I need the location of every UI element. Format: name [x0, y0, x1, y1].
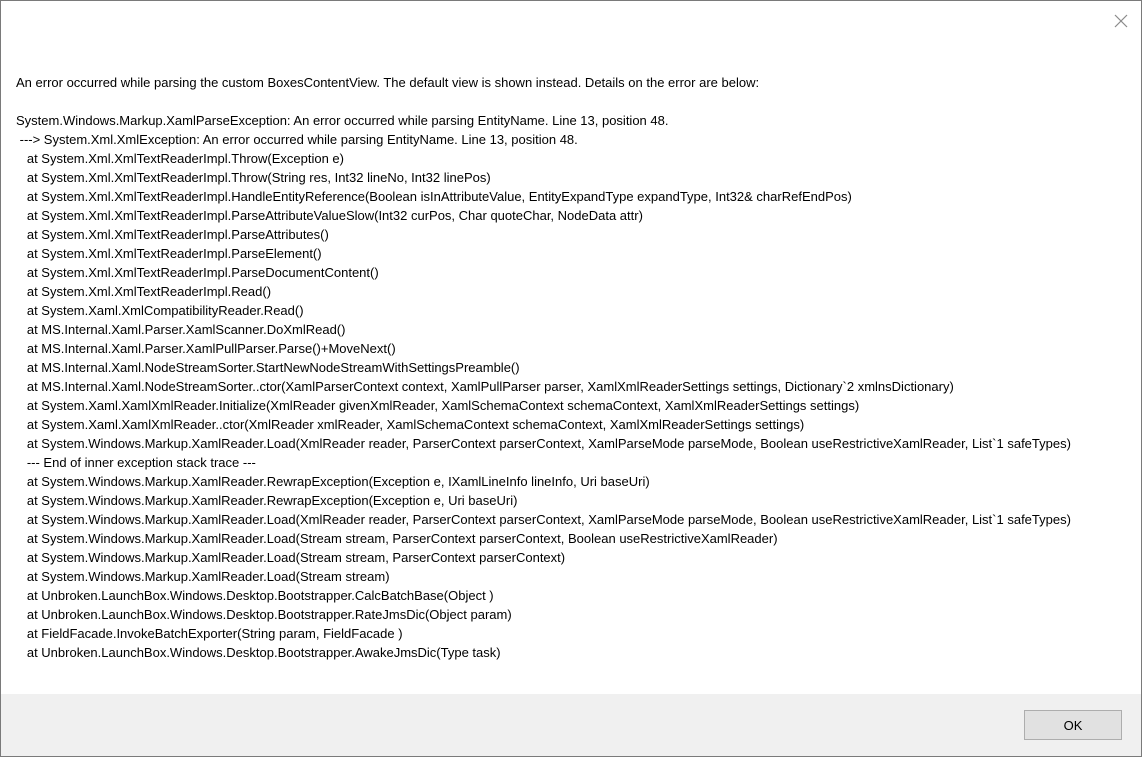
dialog-footer	[1, 694, 1141, 756]
stack-trace-line: at System.Xml.XmlTextReaderImpl.ParseAttributeValueSlow(Int32 curPos, Char quoteChar, NodeData attr)	[16, 208, 643, 223]
close-button[interactable]	[1110, 10, 1132, 32]
stack-trace-line: at System.Windows.Markup.XamlReader.Load(Stream stream, ParserContext parserContext)	[16, 550, 566, 565]
stack-trace-line: at System.Xml.XmlTextReaderImpl.Read()	[16, 284, 272, 299]
stack-trace-line: at System.Xaml.XmlCompatibilityReader.Read()	[16, 303, 304, 318]
stack-trace-line: --- End of inner exception stack trace ---	[16, 455, 256, 470]
stack-trace-line: at System.Windows.Markup.XamlReader.Load(Stream stream)	[16, 569, 390, 584]
stack-trace-line: at FieldFacade.InvokeBatchExporter(String param, FieldFacade )	[16, 626, 403, 641]
stack-trace-line: at System.Xml.XmlTextReaderImpl.HandleEntityReference(Boolean isInAttributeValue, EntityExpandType expandType, Int32& charRefEndPos)	[16, 189, 852, 204]
stack-trace-line: at System.Windows.Markup.XamlReader.RewrapException(Exception e, Uri baseUri)	[16, 493, 518, 508]
stack-trace-line: at Unbroken.LaunchBox.Windows.Desktop.Bootstrapper.AwakeJmsDic(Type task)	[16, 645, 501, 660]
stack-trace-line: at Unbroken.LaunchBox.Windows.Desktop.Bootstrapper.CalcBatchBase(Object )	[16, 588, 494, 603]
ok-button[interactable]: OK	[1024, 710, 1122, 740]
close-icon	[1110, 10, 1132, 32]
stack-trace-line: at System.Xml.XmlTextReaderImpl.ParseElement()	[16, 246, 322, 261]
stack-trace-line: at MS.Internal.Xaml.NodeStreamSorter.StartNewNodeStreamWithSettingsPreamble()	[16, 360, 520, 375]
stack-trace-line: at System.Xaml.XamlXmlReader..ctor(XmlReader xmlReader, XamlSchemaContext schemaContext, XamlXmlReaderSettings settings)	[16, 417, 805, 432]
stack-trace-line: at MS.Internal.Xaml.NodeStreamSorter..ctor(XamlParserContext context, XamlPullParser parser, XamlXmlReaderSettings settings, Dictionary`2 xmlnsDictionary)	[16, 379, 954, 394]
stack-trace-line: at MS.Internal.Xaml.Parser.XamlScanner.DoXmlRead()	[16, 322, 346, 337]
stack-trace-line: at System.Xml.XmlTextReaderImpl.Throw(String res, Int32 lineNo, Int32 linePos)	[16, 170, 491, 185]
error-message-area	[16, 73, 1121, 662]
stack-trace-line: at MS.Internal.Xaml.Parser.XamlPullParser.Parse()+MoveNext()	[16, 341, 396, 356]
error-intro-text: An error occurred while parsing the custom BoxesContentView. The default view is shown instead. Details on the error are below:	[16, 75, 760, 90]
stack-trace-line: at System.Windows.Markup.XamlReader.Load(XmlReader reader, ParserContext parserContext, XamlParseMode parseMode, Boolean useRestrictiveXamlReader, List`1 safeTypes)	[16, 436, 1071, 451]
spacer	[16, 92, 1121, 111]
stack-trace-line: System.Windows.Markup.XamlParseException: An error occurred while parsing EntityName. Line 13, position 48.	[16, 113, 669, 128]
stack-trace-line: at Unbroken.LaunchBox.Windows.Desktop.Bootstrapper.RateJmsDic(Object param)	[16, 607, 512, 622]
stack-trace-line: at System.Windows.Markup.XamlReader.Load(XmlReader reader, ParserContext parserContext, XamlParseMode parseMode, Boolean useRestrictiveXamlReader, List`1 safeTypes)	[16, 512, 1071, 527]
stack-trace-line: at System.Xml.XmlTextReaderImpl.ParseAttributes()	[16, 227, 329, 242]
stack-trace-line: ---> System.Xml.XmlException: An error occurred while parsing EntityName. Line 13, position 48.	[16, 132, 578, 147]
stack-trace-line: at System.Xml.XmlTextReaderImpl.ParseDocumentContent()	[16, 265, 379, 280]
stack-trace-line: at System.Windows.Markup.XamlReader.RewrapException(Exception e, IXamlLineInfo lineInfo, Uri baseUri)	[16, 474, 650, 489]
stack-trace	[16, 111, 1121, 662]
stack-trace-line: at System.Xml.XmlTextReaderImpl.Throw(Exception e)	[16, 151, 344, 166]
stack-trace-line: at System.Windows.Markup.XamlReader.Load(Stream stream, ParserContext parserContext, Boolean useRestrictiveXamlReader)	[16, 531, 778, 546]
stack-trace-line: at System.Xaml.XamlXmlReader.Initialize(XmlReader givenXmlReader, XamlSchemaContext schemaContext, XamlXmlReaderSettings settings)	[16, 398, 860, 413]
